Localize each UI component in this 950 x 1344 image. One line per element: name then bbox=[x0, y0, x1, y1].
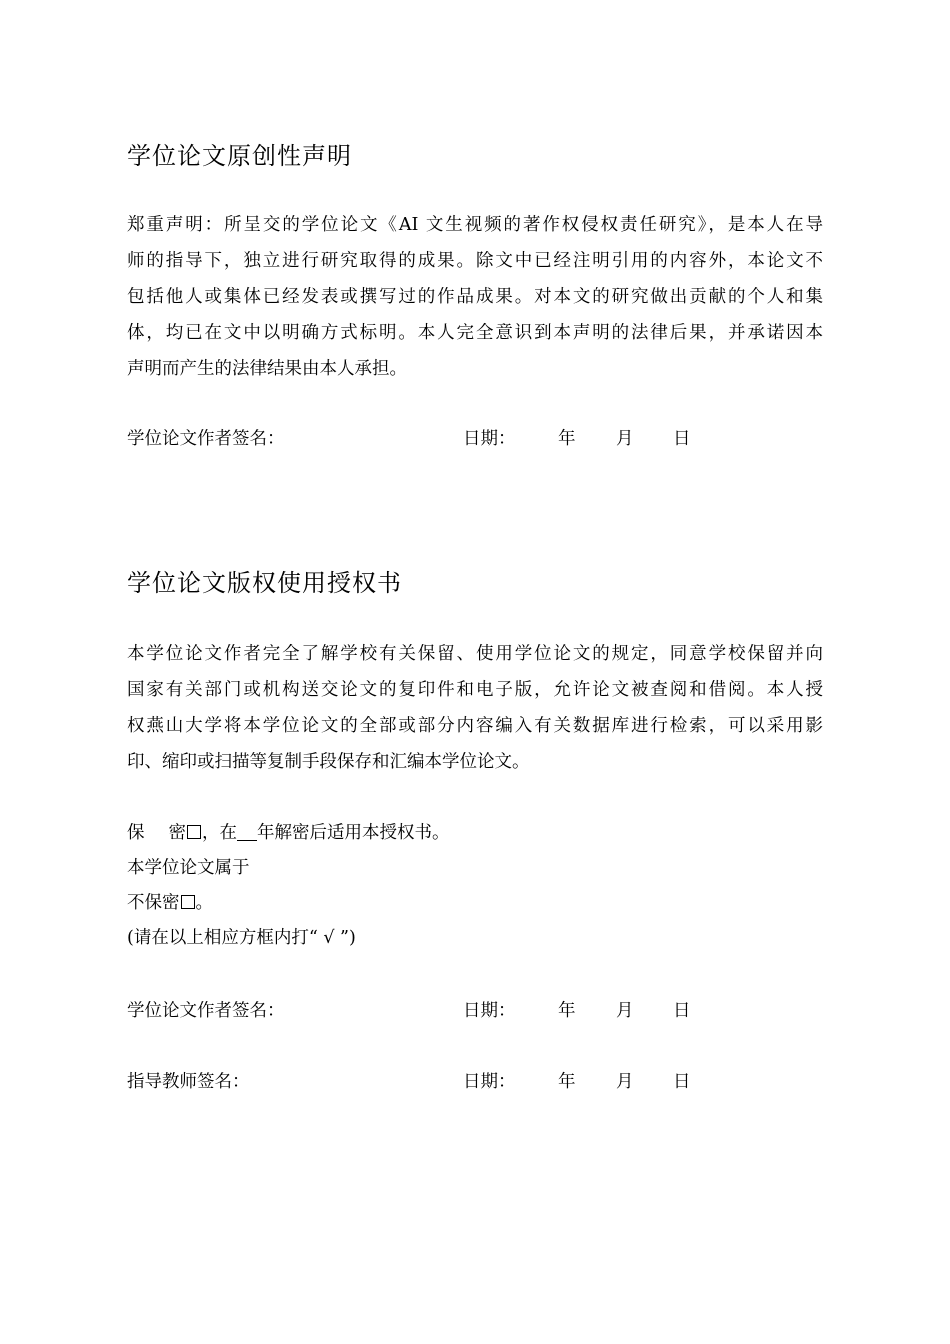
authorization-paragraph bbox=[127, 636, 823, 780]
day-label: 日 bbox=[673, 1072, 691, 1092]
declaration-line: 郑重声明：所呈交的学位论文《AI 文生视频的著作权侵权责任研究》，是本人在导 bbox=[127, 215, 823, 235]
confidential-option bbox=[127, 816, 450, 851]
confidential-checkbox[interactable] bbox=[187, 825, 201, 839]
confidential-after-text: ，在 bbox=[202, 823, 237, 843]
declaration-line: 师的指导下，独立进行研究取得的成果。除文中已经注明引用的内容外，本论文不 bbox=[127, 251, 823, 271]
authorization-line: 权燕山大学将本学位论文的全部或部分内容编入有关数据库进行检索，可以采用影 bbox=[127, 716, 823, 736]
date-label: 日期： bbox=[463, 1072, 516, 1092]
advisor-signature-row bbox=[127, 1067, 727, 1097]
authorization-line: 国家有关部门或机构送交论文的复印件和电子版，允许论文被查阅和借阅。本人授 bbox=[127, 680, 823, 700]
confidential-years-text: 年解密后适用本授权书。 bbox=[257, 823, 450, 843]
declaration-paragraph bbox=[127, 207, 823, 387]
day-label: 日 bbox=[673, 1001, 691, 1021]
declaration-line: 体，均已在文中以明确方式标明。本人完全意识到本声明的法律后果，并承诺因本 bbox=[127, 323, 823, 343]
year-label: 年 bbox=[558, 429, 576, 449]
month-label: 月 bbox=[616, 429, 634, 449]
month-label: 月 bbox=[616, 1001, 634, 1021]
declaration-line: 声明而产生的法律结果由本人承担。 bbox=[127, 359, 407, 379]
belongs-line: 本学位论文属于 bbox=[127, 858, 250, 878]
authorization-line: 本学位论文作者完全了解学校有关保留、使用学位论文的规定，同意学校保留并向 bbox=[127, 644, 823, 664]
declaration-title: 学位论文原创性声明 bbox=[127, 142, 352, 170]
day-label: 日 bbox=[673, 429, 691, 449]
checkbox-instruction: (请在以上相应方框内打“ √ ”) bbox=[127, 928, 356, 948]
declaration-signature-row bbox=[127, 424, 727, 454]
not-confidential-checkbox[interactable] bbox=[181, 895, 195, 909]
advisor-signature-label: 指导教师签名： bbox=[127, 1072, 250, 1092]
confidential-label-a: 保 bbox=[127, 823, 145, 843]
year-label: 年 bbox=[558, 1072, 576, 1092]
not-confidential-label: 不保密 bbox=[127, 893, 180, 913]
date-label: 日期： bbox=[463, 1001, 516, 1021]
authorization-line: 印、缩印或扫描等复制手段保存和汇编本学位论文。 bbox=[127, 752, 530, 772]
not-confidential-after-text: 。 bbox=[195, 893, 213, 913]
years-blank-field[interactable] bbox=[237, 824, 257, 841]
declaration-line: 包括他人或集体已经发表或撰写过的作品成果。对本文的研究做出贡献的个人和集 bbox=[127, 287, 823, 307]
author-signature-label: 学位论文作者签名： bbox=[127, 1001, 285, 1021]
month-label: 月 bbox=[616, 1072, 634, 1092]
not-confidential-option bbox=[127, 886, 450, 921]
confidential-label-b: 密 bbox=[168, 823, 186, 843]
date-label: 日期： bbox=[463, 429, 516, 449]
author-signature-row bbox=[127, 996, 727, 1026]
confidentiality-options bbox=[127, 816, 450, 956]
author-signature-label: 学位论文作者签名： bbox=[127, 429, 285, 449]
year-label: 年 bbox=[558, 1001, 576, 1021]
authorization-title: 学位论文版权使用授权书 bbox=[127, 569, 402, 597]
